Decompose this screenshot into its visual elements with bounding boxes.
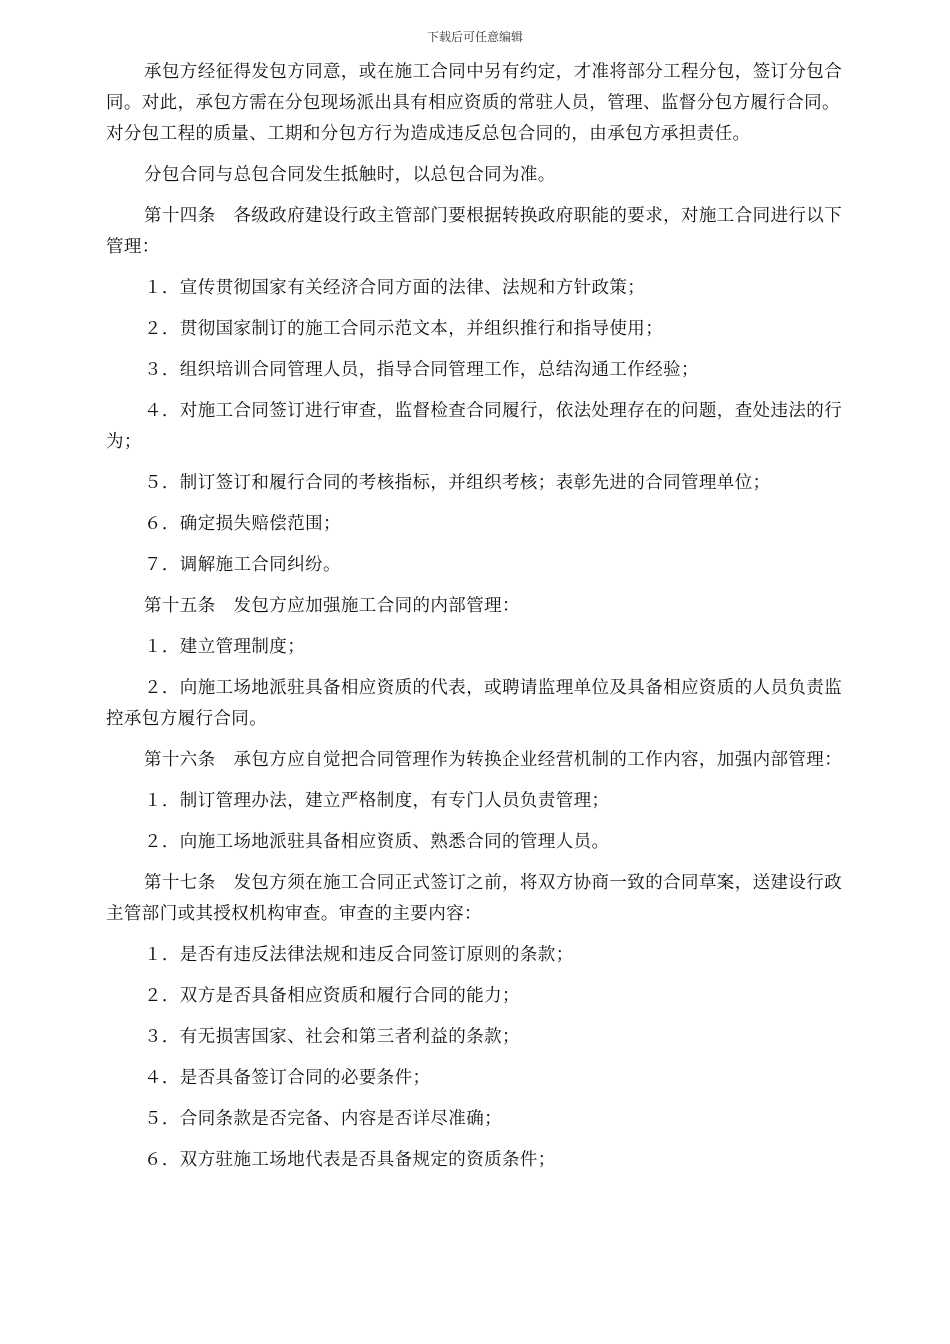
article-16-heading: 第十六条 承包方应自觉把合同管理作为转换企业经营机制的工作内容，加强内部管理：	[144, 750, 843, 770]
list-item: ５．制订签订和履行合同的考核指标，并组织考核；表彰先进的合同管理单位；	[144, 473, 771, 493]
list-item: ２．贯彻国家制订的施工合同示范文本，并组织推行和指导使用；	[144, 319, 664, 339]
paragraph: 分包合同与总包合同发生抵触时，以总包合同为准。	[144, 165, 556, 185]
list-item: ２．向施工场地派驻具备相应资质的代表，或聘请监理单位及具备相应资质的人员负责监控承包方履行合同。	[106, 678, 843, 729]
list-item: ６．确定损失赔偿范围；	[144, 514, 341, 534]
document-body	[106, 57, 844, 1186]
paragraph: 承包方经征得发包方同意，或在施工合同中另有约定，才准将部分工程分包，签订分包合同。对此，承包方需在分包现场派出具有相应资质的常驻人员，管理、监督分包方履行合同。对分包工程的质量、工期和分包方行为造成违反总包合同的，由承包方承担责任。	[106, 62, 843, 144]
list-item: ３．有无损害国家、社会和第三者利益的条款；	[144, 1027, 520, 1047]
article-17-heading: 第十七条 发包方须在施工合同正式签订之前，将双方协商一致的合同草案，送建设行政主管部门或其授权机构审查。审查的主要内容：	[106, 873, 843, 924]
list-item: １．建立管理制度；	[144, 637, 306, 657]
list-item: ２．双方是否具备相应资质和履行合同的能力；	[144, 986, 520, 1006]
list-item: １．宣传贯彻国家有关经济合同方面的法律、法规和方针政策；	[144, 278, 646, 298]
list-item: ４．对施工合同签订进行审查，监督检查合同履行，依法处理存在的问题，查处违法的行为；	[106, 401, 843, 452]
article-15-heading: 第十五条 发包方应加强施工合同的内部管理：	[144, 596, 520, 616]
list-item: １．是否有违反法律法规和违反合同签订原则的条款；	[144, 945, 574, 965]
list-item: ３．组织培训合同管理人员，指导合同管理工作，总结沟通工作经验；	[144, 360, 699, 380]
list-item: ４．是否具备签订合同的必要条件；	[144, 1068, 431, 1088]
list-item: ２．向施工场地派驻具备相应资质、熟悉合同的管理人员。	[144, 832, 610, 852]
list-item: ５．合同条款是否完备、内容是否详尽准确；	[144, 1109, 502, 1129]
list-item: ６．双方驻施工场地代表是否具备规定的资质条件；	[144, 1150, 556, 1170]
page-header-note: 下载后可任意编辑	[426, 30, 523, 44]
article-14-heading: 第十四条 各级政府建设行政主管部门要根据转换政府职能的要求，对施工合同进行以下管理：	[106, 206, 843, 257]
list-item: １．制订管理办法，建立严格制度，有专门人员负责管理；	[144, 791, 610, 811]
list-item: ７．调解施工合同纠纷。	[144, 555, 341, 575]
